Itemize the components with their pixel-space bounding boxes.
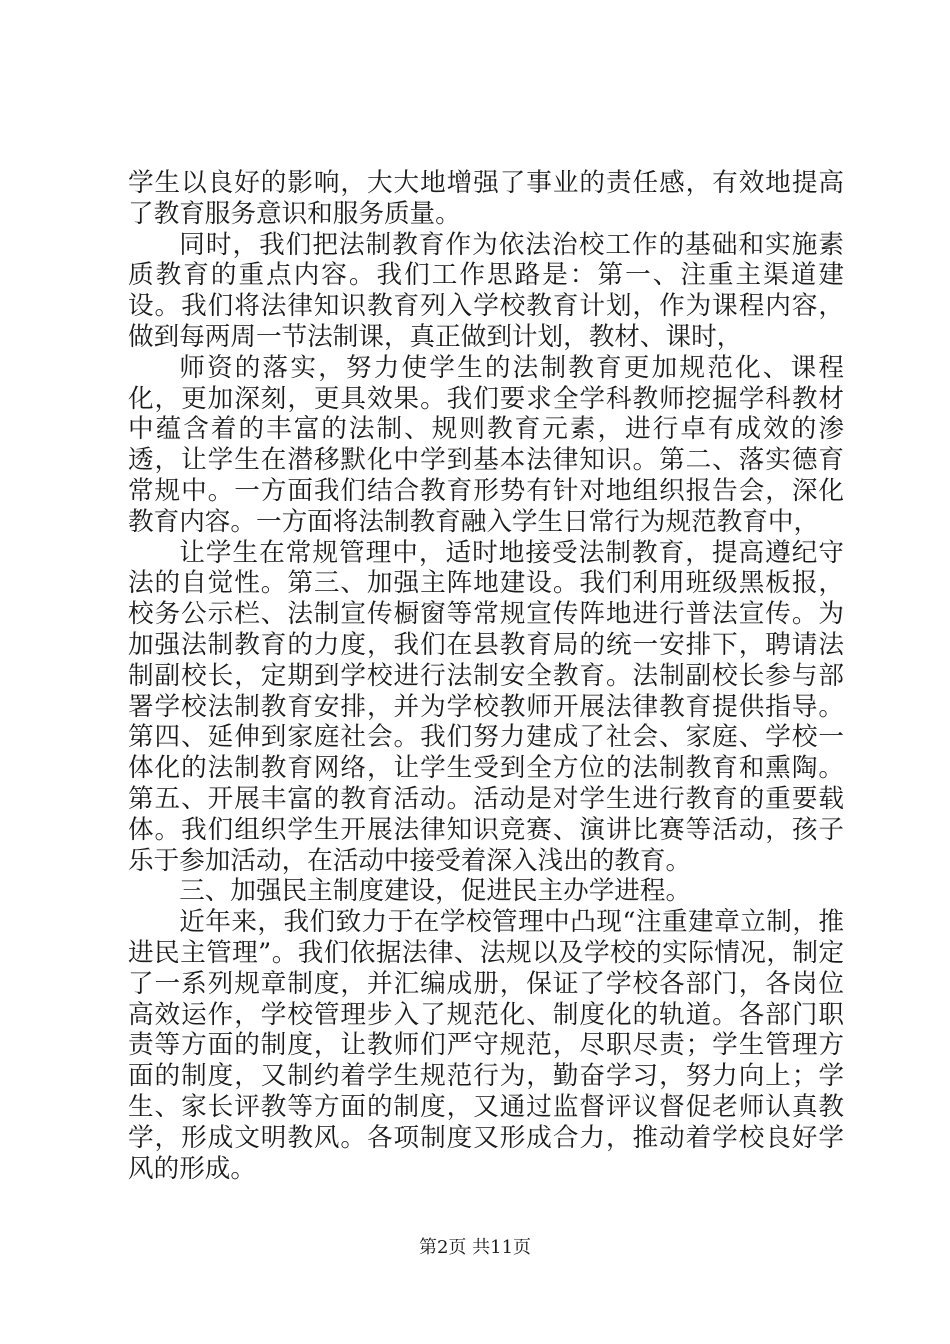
paragraph-1: 学生以良好的影响，大大地增强了事业的责任感，有效地提高了教育服务意识和服务质量。 bbox=[128, 168, 844, 229]
paragraph-4: 让学生在常规管理中，适时地接受法制教育，提高遵纪守法的自觉性。第三、加强主阵地建设。我们利用班级黑板报，校务公示栏、法制宣传橱窗等常规宣传阵地进行普法宣传。为加强法制教育的力度，我们在县教育局的统一安排下，聘请法制副校长，定期到学校进行法制安全教育。法制副校长参与部署学校法制教育安排，并为学校教师开展法律教育提供指导。第四、延伸到家庭社会。我们努力建成了社会、家庭、学校一体化的法制教育网络，让学生受到全方位的法制教育和熏陶。第五、开展丰富的教育活动。活动是对学生进行教育的重要载体。我们组织学生开展法律知识竞赛、演讲比赛等活动，孩子乐于参加活动，在活动中接受着深入浅出的教育。 bbox=[128, 537, 844, 876]
section-heading-3: 三、加强民主制度建设，促进民主办学进程。 bbox=[179, 876, 692, 907]
document-body bbox=[128, 168, 844, 1184]
paragraph-3: 师资的落实，努力使学生的法制教育更加规范化、课程化，更加深刻，更具效果。我们要求全学科教师挖掘学科教材中蕴含着的丰富的法制、规则教育元素，进行卓有成效的渗透，让学生在潜移默化中学到基本法律知识。第二、落实德育常规中。一方面我们结合教育形势有针对地组织报告会，深化教育内容。一方面将法制教育融入学生日常行为规范教育中， bbox=[128, 352, 844, 537]
page-footer: 第2页 共11页 bbox=[418, 1237, 532, 1258]
paragraph-2: 同时，我们把法制教育作为依法治校工作的基础和实施素质教育的重点内容。我们工作思路是：第一、注重主渠道建设。我们将法律知识教育列入学校教育计划，作为课程内容，做到每两周一节法制课，真正做到计划，教材、课时， bbox=[128, 229, 844, 352]
paragraph-5: 近年来，我们致力于在学校管理中凸现“注重建章立制，推进民主管理”。我们依据法律、法规以及学校的实际情况，制定了一系列规章制度，并汇编成册，保证了学校各部门，各岗位高效运作，学校管理步入了规范化、制度化的轨道。各部门职责等方面的制度，让教师们严守规范，尽职尽责；学生管理方面的制度，又制约着学生规范行为，勤奋学习，努力向上；学生、家长评教等方面的制度，又通过监督评议督促老师认真教学，形成文明教风。各项制度又形成合力，推动着学校良好学风的形成。 bbox=[128, 907, 844, 1184]
